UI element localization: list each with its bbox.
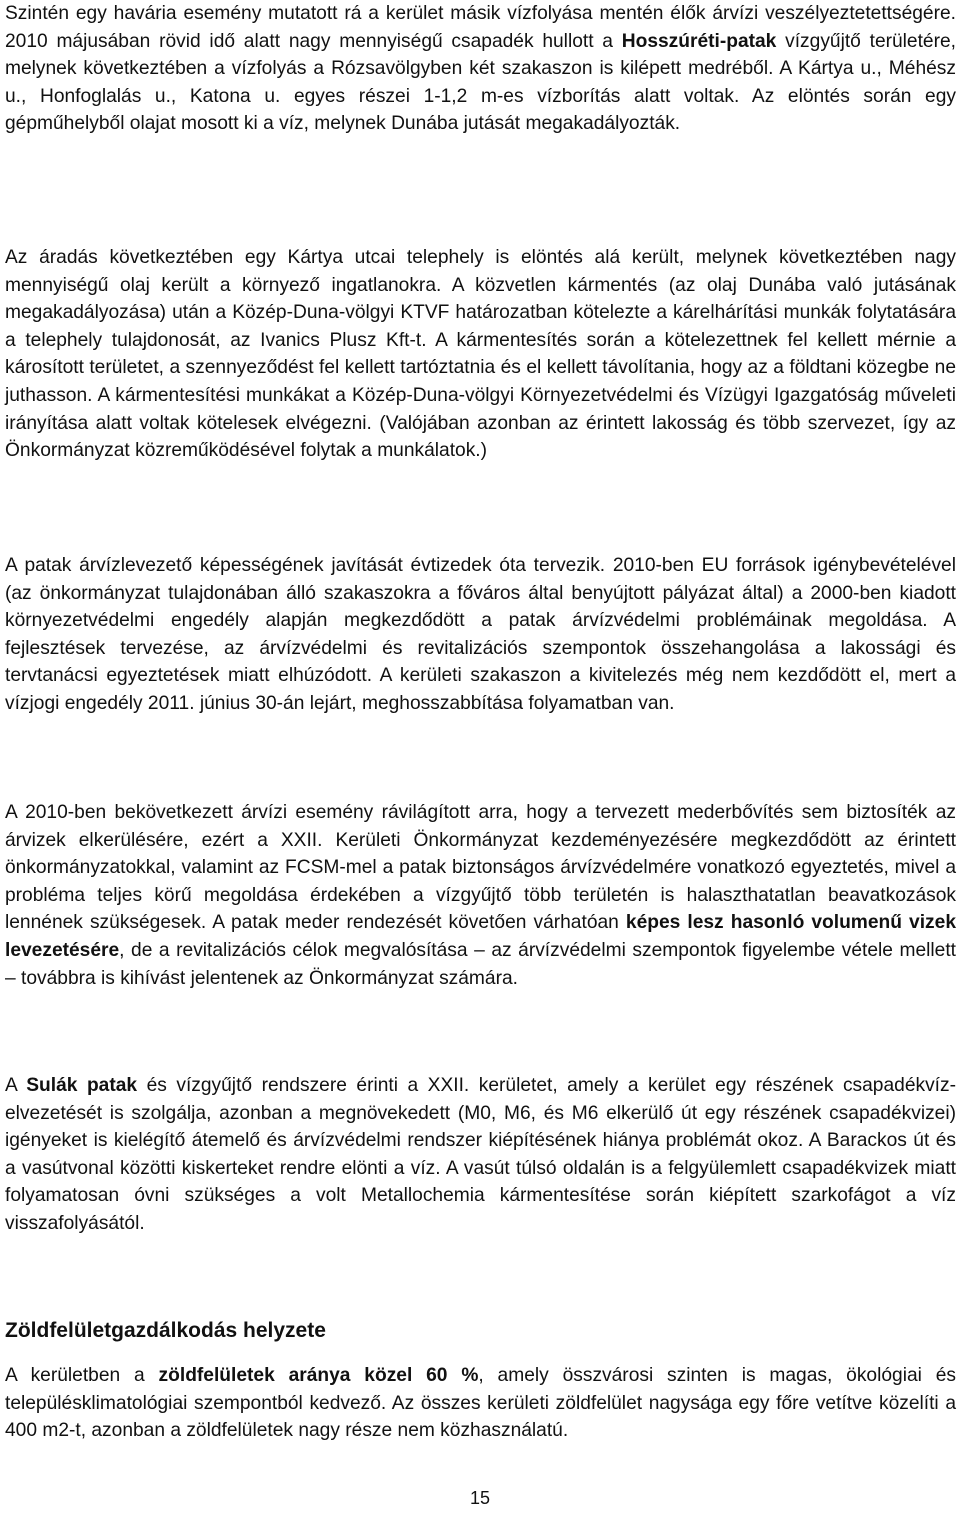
paragraph-flood-capacity-plans: A patak árvízlevezető képességének javítását évtizedek óta tervezik. 2010-ben EU források igénybevételével (az önkormányzat tulajdonában álló szakaszokra a főváros által benyújtott pályázat által) a 2000-ben kiadott környezetvédelmi engedély alapján megkezdődött a patak árvízvédelmi problémáinak megoldása. A fejlesztések tervezése, az árvízvédelmi és revitalizációs szempontok összehangolása a lakossági és tervtanácsi egyeztetések miatt elhúzódott. A kerületi szakaszon a kivitelezés még nem kezdődött el, mert a vízjogi engedély 2011. június 30-án lejárt, meghosszabbítása folyamatban van. xyxy=(5,555,956,714)
paragraph-text: Szintén egy havária esemény mutatott rá a kerület másik vízfolyása mentén élők árvízi veszélyeztetettségére. 2010 májusában rövid idő alatt nagy mennyiségű csapadék hullott a xyxy=(5,3,956,52)
bold-term-green-ratio: zöldfelületek aránya közel 60 % xyxy=(158,1365,479,1386)
paragraph-text: A xyxy=(5,1075,27,1096)
paragraph-green-area-ratio xyxy=(5,1362,956,1445)
paragraph-hosszureti-flood xyxy=(5,0,956,138)
bold-term-hosszureti-patak: Hosszúréti-patak xyxy=(621,30,777,52)
paragraph-text: A kerületben a xyxy=(5,1365,159,1386)
page-number: 15 xyxy=(469,1488,491,1508)
paragraph-sulak-patak xyxy=(5,1072,956,1238)
paragraph-text: és vízgyűjtő rendszere érinti a XXII. kerületet, amely a kerület egy részének csapadékvíz-elvezetését is szolgálja, azonban a megnövekedett (M0, M6, és M6 elkerülő út egy részének csapadékvizei) igényeket is kielégítő átemelő és árvízvédelmi rendszer kiépítésének hiánya problémát okoz. A Barackos út és a vasútvonal közötti kiskerteket rendre elönti a víz. A vasút túlsó oldalán is a felgyülemlett csapadékvizek miatt folyamatosan óvni szükséges a volt Metallochemia kármentesítése során kiépített szarkofágot a víz visszafolyásától. xyxy=(5,1075,956,1234)
bold-term-sulak-patak: Sulák patak xyxy=(26,1075,138,1096)
section-heading-green-areas: Zöldfelületgazdálkodás helyzete xyxy=(5,1319,326,1342)
bold-term-drainage-capacity: képes lesz hasonló volumenű vizek levezetésére xyxy=(5,912,956,961)
paragraph-text: vízgyűjtő területére, melynek következtében a vízfolyás a Rózsavölgyben két szakaszon is kilépett medréből. A Kártya u., Méhész u., Honfoglalás u., Katona u. egyes részei 1-1,2 m-es vízborítás alatt voltak. Az elöntés során egy gépműhelyből olajat mosott ki a víz, melynek Dunába jutását megakadályozták. xyxy=(5,30,956,135)
paragraph-text: , de a revitalizációs célok megvalósítása – az árvízvédelmi szempontok figyelembe vétele mellett – továbbra is kihívást jelentenek az Önkormányzat számára. xyxy=(5,939,956,989)
paragraph-2010-flood-lessons xyxy=(5,799,956,992)
paragraph-kartya-utca-oil: Az áradás következtében egy Kártya utcai telephely is elöntés alá került, melynek következtében nagy mennyiségű olaj került a környező ingatlanokra. A közvetlen kármentés (az olaj Dunába való jutásának megakadályozása) után a Közép-Duna-völgyi KTVF határozatban kötelezte a kárelhárítási munkák folytatására a telephely tulajdonosát, az Ivanics Plusz Kft-t. A kármentesítés során a kötelezettnek fel kellett mérnie a károsított területet, a szennyeződést fel kellett tartóztatnia és el kellett távolítania, hogy az a földtani közegbe ne juthasson. A kármentesítési munkákat a Közép-Duna-völgyi Környezetvédelmi és Vízügyi Igazgatóság műveleti irányítása alatt voltak kötelesek elvégezni. (Valójában azonban az érintett lakosság és több szervezet, így az Önkormányzat közreműködésével folytak a munkálatok.) xyxy=(5,247,956,462)
paragraph-text: A 2010-ben bekövetkezett árvízi esemény rávilágított arra, hogy a tervezett mederbővítés sem biztosíték az árvizek elkerülésére, ezért a XXII. Kerületi Önkormányzat kezdeményezésére megkezdődött az érintett önkormányzatokkal, valamint az FCSM-mel a patak biztonságos árvízvédelmére vonatkozó egyeztetés, mivel a probléma teljes körű megoldása érdekében a vízgyűjtő több területén is halaszthatatlan beavatkozások lennének szükségesek. A patak meder rendezését követően várhatóan xyxy=(5,802,956,934)
paragraph-text: , amely összvárosi szinten is magas, ökológiai és településklimatológiai szempontból kedvező. Az összes kerületi zöldfelület nagysága egy főre vetítve közelíti a 400 m2-t, azonban a zöldfelületek nagy része nem közhasználatú. xyxy=(5,1365,956,1442)
